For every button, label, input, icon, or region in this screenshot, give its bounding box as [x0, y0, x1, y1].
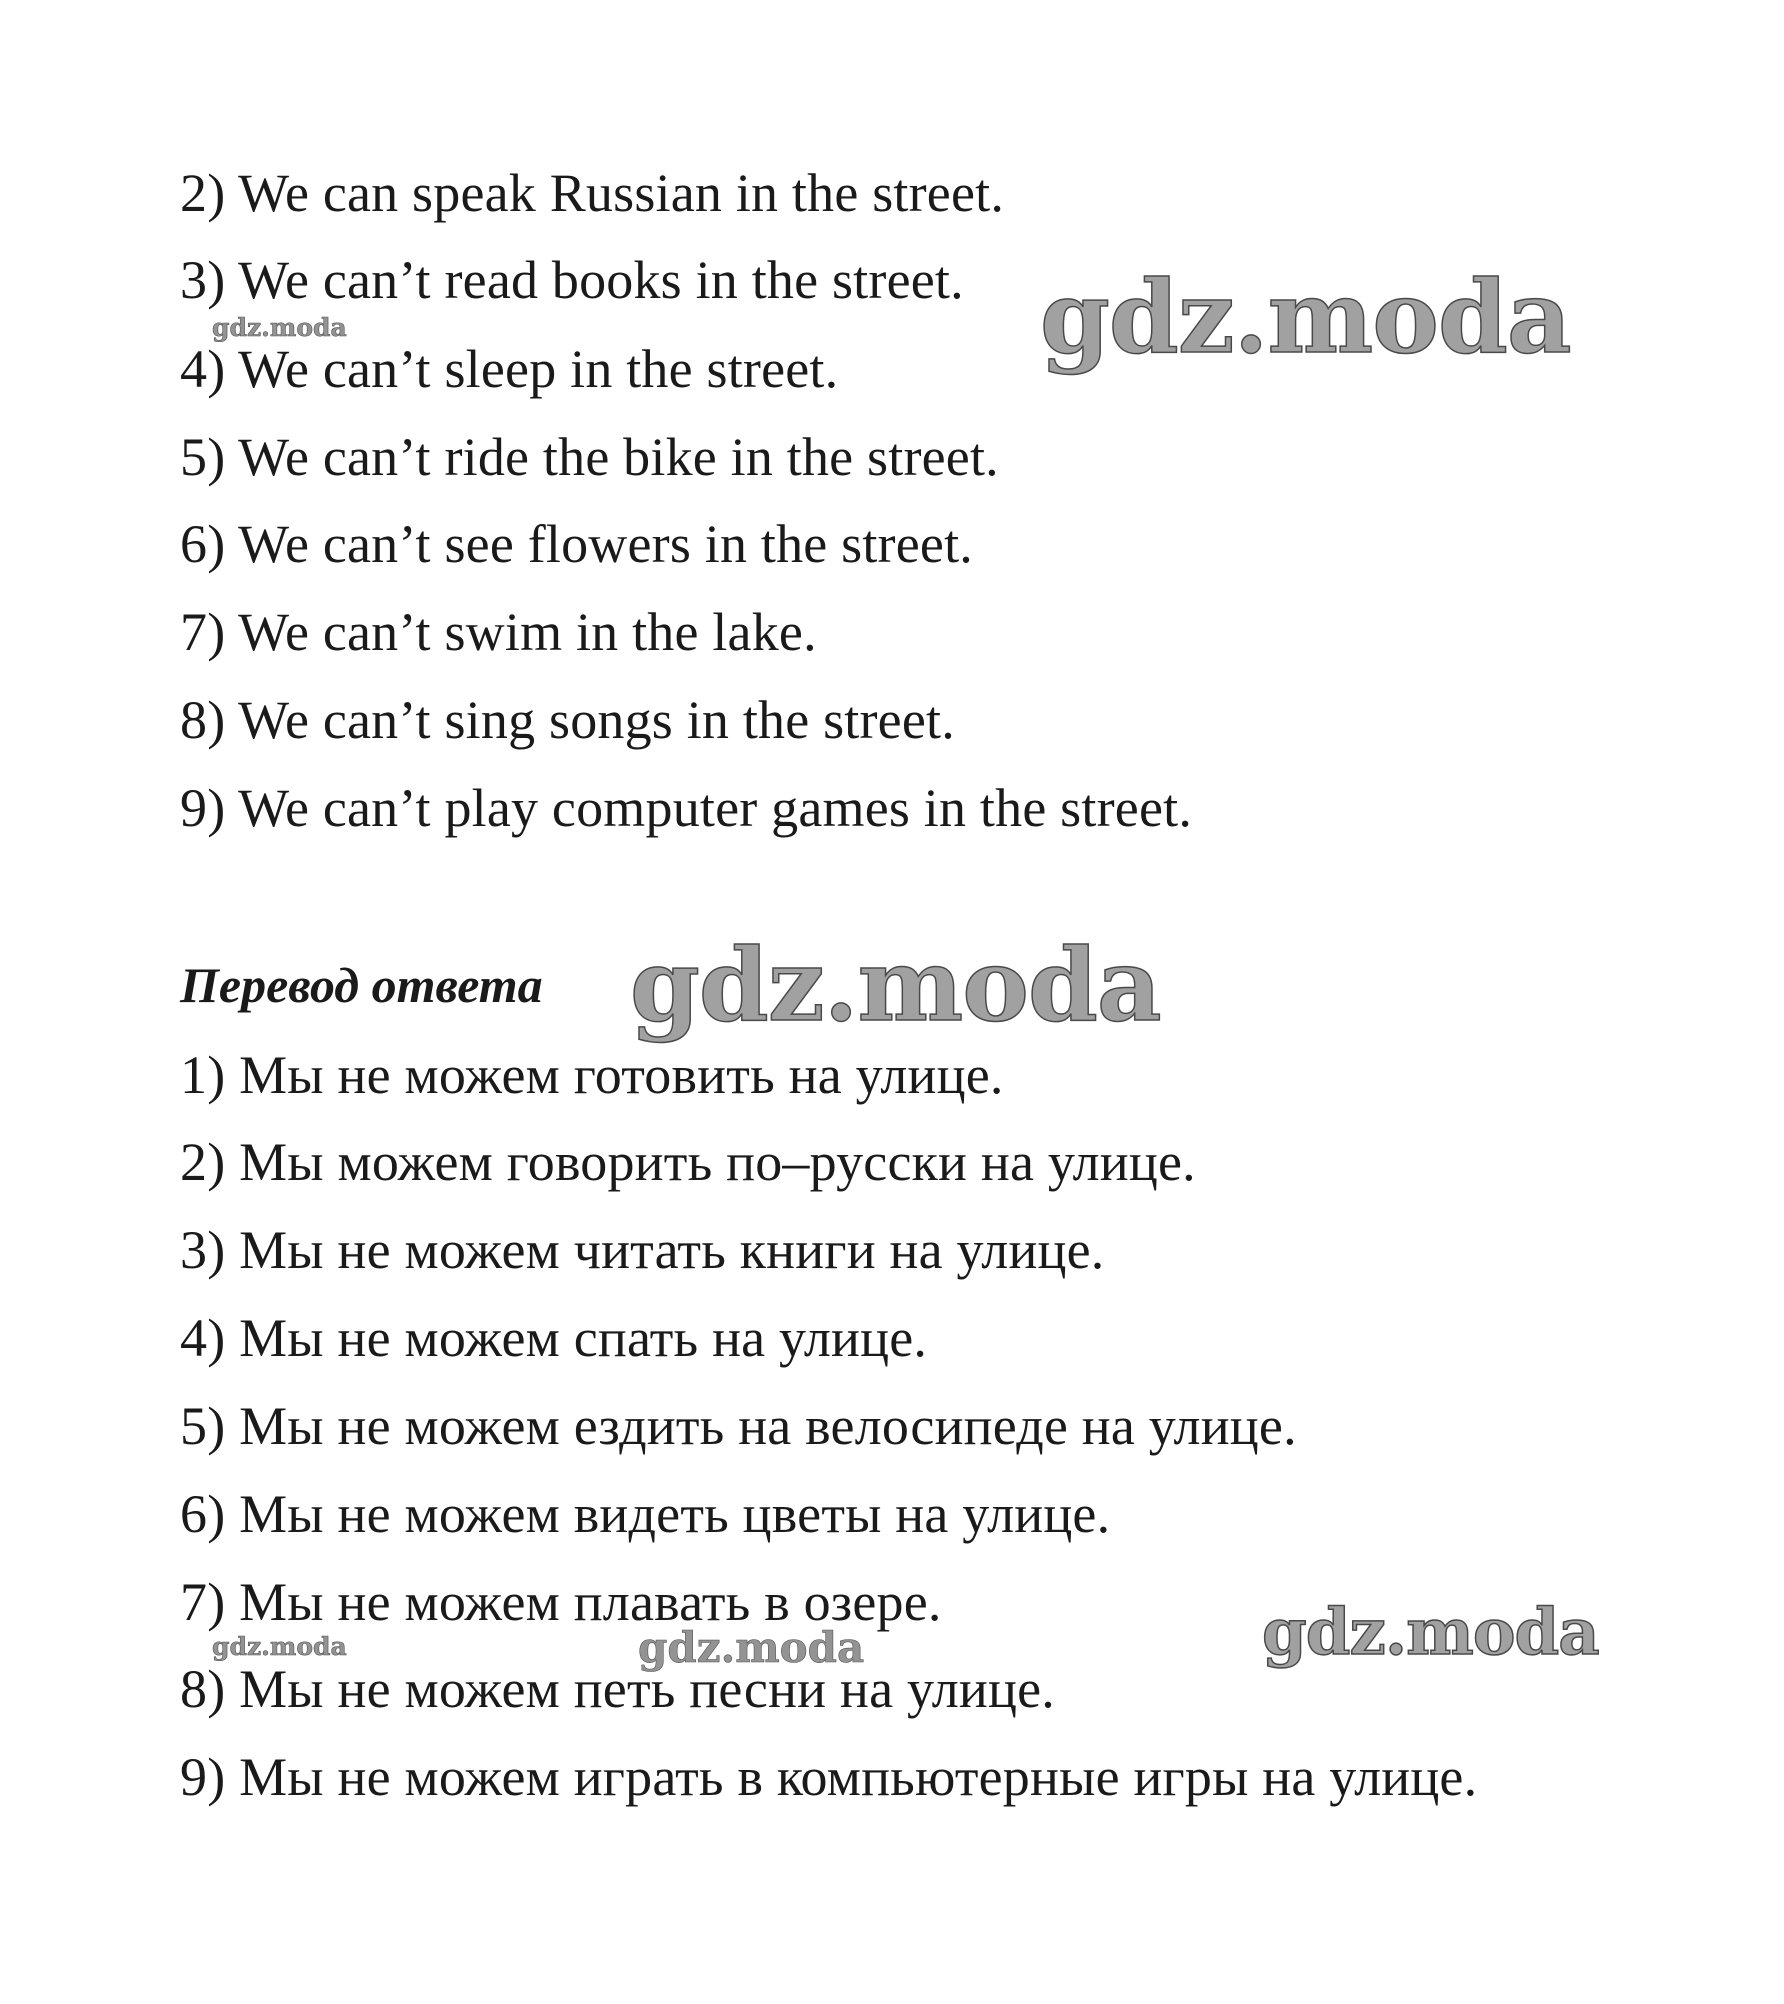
watermark-logo: gdz.moda — [630, 926, 1161, 1044]
english-answer-9: 9) We can’t play computer games in the street. — [180, 778, 1193, 838]
translation-heading: Перевод ответа — [180, 957, 543, 1013]
english-answer-3: 3) We can’t read books in the street. — [180, 250, 964, 310]
translation-line-9: 9) Мы не можем играть в компьютерные игры на улице. — [180, 1747, 1478, 1807]
watermark-logo: gdz.moda — [212, 1632, 347, 1661]
watermark-logo: gdz.moda — [638, 1623, 865, 1672]
translation-line-8: 8) Мы не можем петь песни на улице. — [180, 1659, 1055, 1719]
english-answer-6: 6) We can’t see flowers in the street. — [180, 514, 973, 574]
translation-line-7: 7) Мы не можем плавать в озере. — [180, 1572, 942, 1632]
translation-line-6: 6) Мы не можем видеть цветы на улице. — [180, 1484, 1111, 1544]
english-answer-4: 4) We can’t sleep in the street. — [180, 339, 839, 399]
translation-line-3: 3) Мы не можем читать книги на улице. — [180, 1220, 1105, 1280]
translation-line-1: 1) Мы не можем готовить на улице. — [180, 1045, 1004, 1105]
english-answer-8: 8) We can’t sing songs in the street. — [180, 690, 955, 750]
english-answer-5: 5) We can’t ride the bike in the street. — [180, 427, 999, 487]
translation-line-2: 2) Мы можем говорить по–русски на улице. — [180, 1132, 1196, 1192]
watermark-logo: gdz.moda — [212, 313, 347, 342]
watermark-logo: gdz.moda — [1040, 258, 1571, 376]
english-answer-7: 7) We can’t swim in the lake. — [180, 602, 817, 662]
translation-line-5: 5) Мы не можем ездить на велосипеде на улице. — [180, 1396, 1297, 1456]
translation-line-4: 4) Мы не можем спать на улице. — [180, 1308, 928, 1368]
english-answer-2: 2) We can speak Russian in the street. — [180, 163, 1005, 223]
watermark-logo: gdz.moda — [1262, 1595, 1599, 1670]
